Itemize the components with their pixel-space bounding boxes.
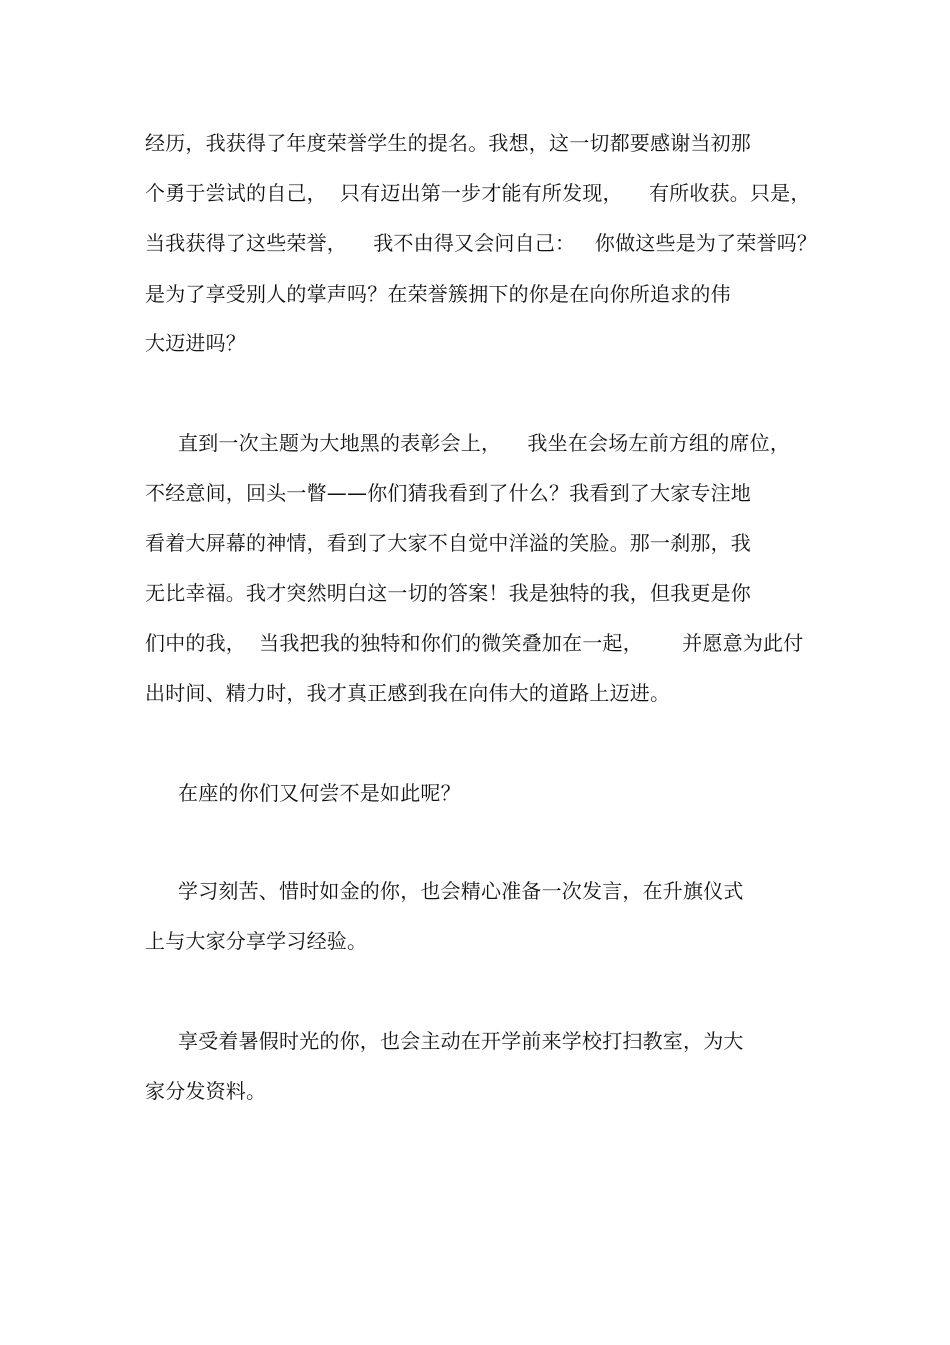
text-line: 大迈进吗？ — [145, 331, 246, 355]
text-line: 看着大屏幕的神情，看到了大家不自觉中洋溢的笑脸。那一刹那，我 — [145, 531, 751, 555]
text-line: 是为了享受别人的掌声吗？在荣誉簇拥下的你是在向你所追求的伟 — [145, 282, 731, 306]
text-line: 享受着暑假时光的你，也会主动在开学前来学校打扫教室，为大 — [178, 1029, 744, 1053]
text-line: 直到一次主题为大地黑的表彰会上， 我坐在会场左前方组的席位， — [178, 431, 791, 455]
text-line: 家分发资料。 — [145, 1079, 267, 1103]
text-line: 经历，我获得了年度荣誉学生的提名。我想，这一切都要感谢当初那 — [145, 131, 751, 155]
text-line: 不经意间，回头一瞥——你们猜我看到了什么？我看到了大家专注地 — [145, 481, 751, 505]
text-line: 当我获得了这些荣誉， 我不由得又会问自己： 你做这些是为了荣誉吗？ — [145, 231, 818, 255]
text-line: 学习刻苦、惜时如金的你，也会精心准备一次发言，在升旗仪式 — [178, 879, 744, 903]
text-line: 无比幸福。我才突然明白这一切的答案！我是独特的我，但我更是你 — [145, 581, 751, 605]
text-line: 上与大家分享学习经验。 — [145, 929, 368, 953]
text-line: 出时间、精力时，我才真正感到我在向伟大的道路上迈进。 — [145, 681, 671, 705]
text-line: 们中的我， 当我把我的独特和你们的微笑叠加在一起， 并愿意为此付 — [145, 631, 804, 655]
text-line: 在座的你们又何尝不是如此呢？ — [178, 781, 461, 805]
text-line: 个勇于尝试的自己， 只有迈出第一步才能有所发现， 有所收获。只是， — [145, 181, 811, 205]
